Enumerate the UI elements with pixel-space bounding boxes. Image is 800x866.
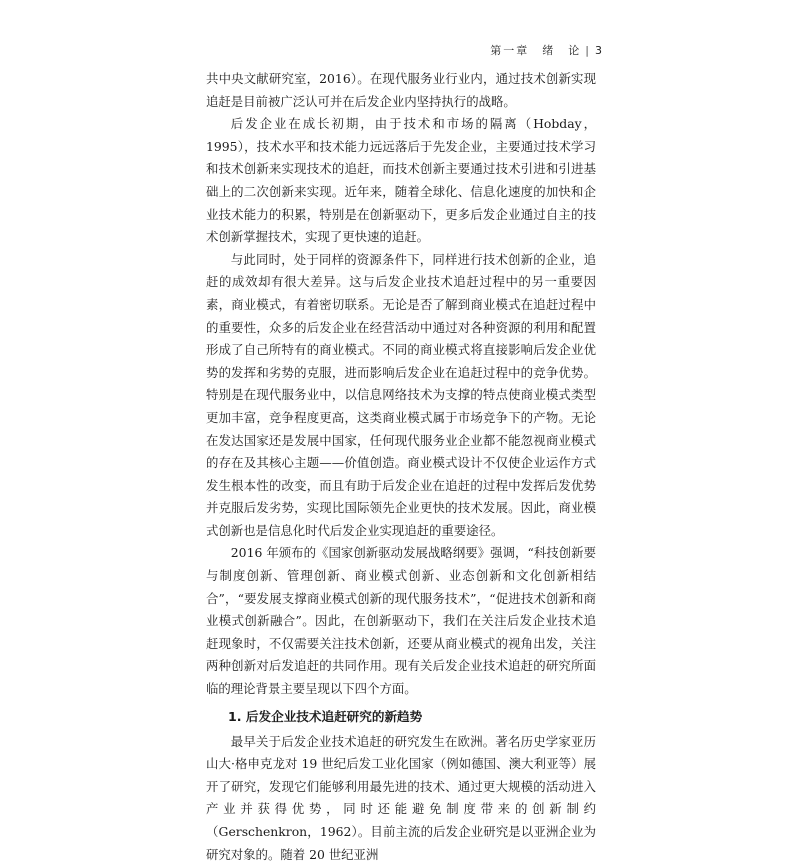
header-separator: | — [585, 44, 591, 57]
body-text — [206, 68, 596, 866]
chapter-title: 第一章 绪 论 — [490, 44, 582, 57]
section-heading: 1. 后发企业技术追赶研究的新趋势 — [228, 708, 423, 724]
paragraph: 后发企业在成长初期，由于技术和市场的隔离（Hobday，1995），技术水平和技术能力远远落后于先发企业，主要通过技术学习和技术创新来实现技术的追赶，而技术创新主要通过技术引进和引进基础上的二次创新来实现。近年来，随着全球化、信息化速度的加快和企业技术能力的积累，特别是在创新驱动下，更多后发企业通过自主的技术创新掌握技术，实现了更快速的追赶。 — [206, 116, 596, 245]
paragraph-continued: 共中央文献研究室，2016）。在现代服务业行业内，通过技术创新实现追赶是目前被广泛认可并在后发企业内坚持执行的战略。 — [206, 71, 596, 109]
paragraph: 2016 年颁布的《国家创新驱动发展战略纲要》强调，“科技创新要与制度创新、管理创新、商业模式创新、业态创新和文化创新相结合”，“要发展支撑商业模式创新的现代服务技术”，“促进技术创新和商业模式创新融合”。因此，在创新驱动下，我们在关注后发企业技术追赶现象时，不仅需要关注技术创新，还要从商业模式的视角出发，关注两种创新对后发追赶的共同作用。现有关后发企业技术追赶的研究所面临的理论背景主要呈现以下四个方面。 — [206, 545, 596, 697]
running-header — [490, 42, 604, 58]
page-number: 3 — [595, 44, 604, 57]
paragraph: 与此同时，处于同样的资源条件下，同样进行技术创新的企业，追赶的成效却有很大差异。这与后发企业技术追赶过程中的另一重要因素，商业模式，有着密切联系。无论是否了解到商业模式在追赶过程中的重要性，众多的后发企业在经营活动中通过对各种资源的利用和配置形成了自己所特有的商业模式。不同的商业模式将直接影响后发企业优势的发挥和劣势的克服，进而影响后发企业在追赶过程中的竞争优势。特别是在现代服务业中，以信息网络技术为支撑的特点使商业模式类型更加丰富，竞争程度更高，这类商业模式属于市场竞争下的产物。无论在发达国家还是发展中国家，任何现代服务业企业都不能忽视商业模式的存在及其核心主题——价值创造。商业模式设计不仅使企业运作方式发生根本性的改变，而且有助于后发企业在追赶的过程中发挥后发优势并克服后发劣势，实现比国际领先企业更快的技术发展。因此，商业模式创新也是信息化时代后发企业实现追赶的重要途径。 — [206, 251, 596, 538]
paragraph: 最早关于后发企业技术追赶的研究发生在欧洲。著名历史学家亚历山大·格申克龙对 19 世纪后发工业化国家（例如德国、澳大利亚等）展开了研究，发现它们能够利用最先进的技术、通过更大规模的活动进入产业并获得优势，同时还能避免制度带来的创新制约（Gerschenkron，1962）。目前主流的后发企业研究是以亚洲企业为研究对象的。随着 20 世纪亚洲 — [206, 733, 596, 862]
